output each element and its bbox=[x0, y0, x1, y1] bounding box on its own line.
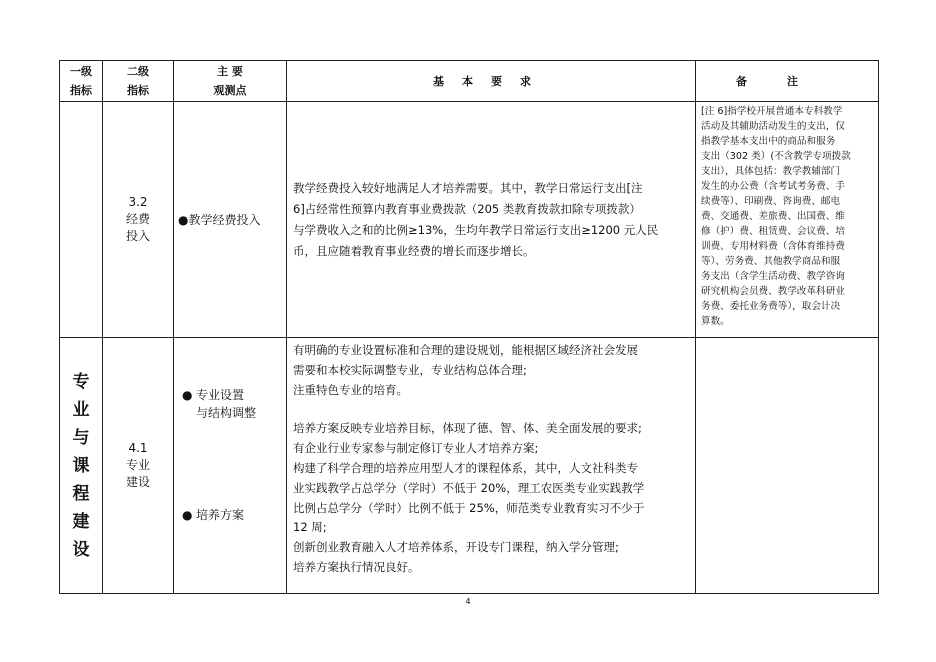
row1-level2-cell bbox=[103, 102, 174, 338]
level1-char: 程 bbox=[72, 483, 90, 504]
note-line: 训费、专用材料费（含体育维持费 bbox=[701, 241, 845, 252]
row1-observation-cell bbox=[174, 102, 287, 338]
header-note: 备注 bbox=[696, 61, 879, 102]
level1-char: 与 bbox=[72, 427, 90, 448]
row2-level2-code: 4.1 bbox=[128, 441, 148, 455]
row1-observation: ●教学经费投入 bbox=[178, 212, 261, 227]
table-row bbox=[60, 102, 879, 338]
row1-req-line: 6]占经常性预算内教育事业费拨款（205 类教育拨款扣除专项拨款） bbox=[293, 201, 641, 216]
req-line: 需要和本校实际调整专业，专业结构总体合理; bbox=[293, 362, 527, 377]
header-level1-line1: 一级 bbox=[70, 65, 92, 78]
note-line: 务支出（含学生活动费、教学咨询 bbox=[701, 271, 845, 282]
req-line: 比例占总学分（学时）比例不低于 25%，师范类专业教育实习不少于 bbox=[293, 500, 645, 515]
note-line: 务费、委托业务费等），取会计决 bbox=[701, 301, 841, 312]
note-line: 费、交通费、差旅费、出国费、维 bbox=[701, 211, 845, 222]
note-line: 发生的办公费（含考试考务费、手 bbox=[701, 181, 845, 192]
row1-level2-line1: 经费 bbox=[125, 212, 150, 226]
req-line: 12 周; bbox=[293, 520, 327, 535]
row2-level2-line2: 建设 bbox=[125, 475, 150, 489]
table-row bbox=[60, 338, 879, 594]
header-level1 bbox=[60, 61, 103, 102]
req-line: 构建了科学合理的培养应用型人才的课程体系，其中，人文社科类专 bbox=[293, 460, 638, 475]
note-line: 研究机构会员费、教学改革科研业 bbox=[701, 286, 845, 297]
bullet-icon: ● bbox=[182, 508, 193, 522]
evaluation-table bbox=[59, 60, 879, 594]
note-line: 活动及其辅助活动发生的支出，仅 bbox=[701, 121, 845, 132]
note-line: 续费等）、印刷费、咨询费、邮电 bbox=[701, 196, 841, 207]
row1-level1-cell bbox=[60, 102, 103, 338]
observation-structure bbox=[182, 386, 256, 422]
header-observation-line1: 主 要 bbox=[217, 65, 243, 78]
note-line: 修（护）费、租赁费、会议费、培 bbox=[701, 226, 845, 237]
bullet-icon: ● bbox=[182, 388, 193, 402]
note-line: 支出（302 类）(不含教学专项拨款 bbox=[701, 151, 851, 162]
req-line: 注重特色专业的培育。 bbox=[293, 382, 408, 397]
level1-char: 建 bbox=[72, 511, 90, 532]
level1-char: 专 bbox=[72, 371, 90, 392]
level1-char: 业 bbox=[72, 399, 90, 420]
header-observation-line2: 观测点 bbox=[213, 84, 247, 97]
note-line: 算数。 bbox=[701, 316, 730, 327]
req-line: 业实践教学占总学分（学时）不低于 20%，理工农医类专业实践教学 bbox=[293, 480, 645, 495]
row1-req-line: 教学经费投入较好地满足人才培养需要。其中，教学日常运行支出[注 bbox=[293, 180, 643, 195]
header-level2 bbox=[103, 61, 174, 102]
header-requirement: 基本要求 bbox=[287, 61, 696, 102]
row2-level2-cell bbox=[103, 338, 174, 594]
row1-req-line: 币，且应随着教育事业经费的增长而逐步增长。 bbox=[293, 243, 535, 258]
obs-a-line2: 与结构调整 bbox=[196, 406, 257, 420]
row2-observation-cell bbox=[174, 338, 287, 594]
req-line: 培养方案执行情况良好。 bbox=[293, 559, 420, 574]
row1-level2-code: 3.2 bbox=[128, 195, 148, 209]
req-line: 创新创业教育融入人才培养体系，开设专门课程，纳入学分管理; bbox=[293, 540, 619, 555]
note-line: 支出），具体包括：教学教辅部门 bbox=[701, 166, 841, 177]
obs-b: 培养方案 bbox=[196, 508, 245, 522]
note-line: [注 6]指学校开展普通本专科教学 bbox=[701, 106, 843, 117]
note-line: 等）、劳务费、其他教学商品和服 bbox=[701, 256, 841, 267]
table-header-row bbox=[60, 61, 879, 102]
observation-plan bbox=[182, 506, 244, 524]
req-line: 有明确的专业设置标准和合理的建设规划，能根据区域经济社会发展 bbox=[293, 343, 638, 357]
header-level1-line2: 指标 bbox=[70, 84, 92, 97]
header-observation bbox=[174, 61, 287, 102]
row1-level2-line2: 投入 bbox=[125, 229, 150, 243]
note-line: 指教学基本支出中的商品和服务 bbox=[701, 136, 836, 147]
level1-char: 设 bbox=[72, 539, 90, 560]
level1-char: 课 bbox=[72, 455, 90, 476]
header-level2-line2: 指标 bbox=[127, 84, 149, 97]
req-line: 有企业行业专家参与制定修订专业人才培养方案; bbox=[293, 441, 539, 456]
row2-requirement-cell bbox=[287, 338, 696, 594]
header-level2-line1: 二级 bbox=[127, 65, 149, 78]
page-number: 4 bbox=[465, 597, 471, 606]
row2-level2-line1: 专业 bbox=[125, 458, 150, 472]
obs-a-line1: 专业设置 bbox=[196, 388, 245, 402]
row1-requirement-cell bbox=[287, 102, 696, 338]
row1-req-line: 与学费收入之和的比例≥13%，生均年教学日常运行支出≥1200 元人民 bbox=[293, 222, 659, 237]
row2-note-cell bbox=[696, 338, 879, 594]
row2-level1-cell bbox=[60, 338, 103, 594]
req-line: 培养方案反映专业培养目标，体现了德、智、体、美全面发展的要求; bbox=[293, 421, 642, 436]
row1-note-cell bbox=[696, 102, 879, 338]
